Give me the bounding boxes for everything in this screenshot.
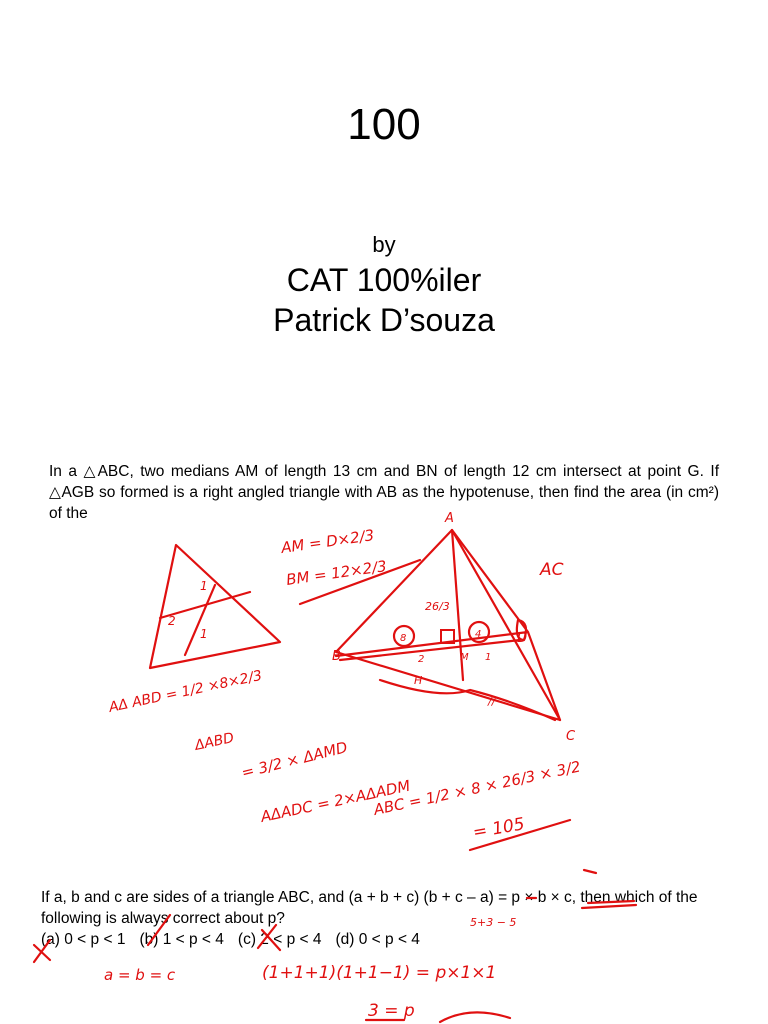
slide-title: 100 [347, 100, 421, 149]
svg-text:8: 8 [400, 633, 407, 644]
by-label: by [372, 232, 396, 257]
svg-text://: // [488, 695, 496, 708]
svg-text:2: 2 [418, 654, 425, 665]
answer-105-note: = 105 [471, 814, 527, 843]
author-line-2: Patrick D’souza [273, 302, 495, 338]
svg-text:M: M [460, 652, 469, 663]
question-2-text: If a, b and c are sides of a triangle ABC, and (a + b + c) (b + c – a) = p × b × c, then which of the following is always correct about p? [41, 889, 698, 927]
svg-text:H: H [414, 674, 423, 687]
area-abd-note: AΔ ABD = 1/2 ×8×2/3 [107, 667, 264, 716]
option-a: (a) 0 < p < 1 [41, 931, 126, 948]
abc-note: ABC = 1/2 × 8 × 26/3 × 3/2 [372, 757, 583, 819]
small-triangle-sketch [150, 545, 280, 668]
sum-note: 5+3 − 5 [470, 916, 517, 929]
ratio-note: = 3/2 × ΔAMD [239, 738, 350, 782]
bm-note: BM = 12×2/3 [285, 557, 388, 589]
author-line-1: CAT 100%iler [286, 262, 482, 298]
ac-note: AC [540, 560, 564, 580]
vertex-d-note: D [517, 631, 528, 646]
svg-text:26/3: 26/3 [425, 600, 450, 613]
svg-text:2: 2 [168, 614, 176, 628]
vertex-b-note: B [332, 649, 341, 664]
abd-note: ΔABD [193, 730, 236, 754]
question-1-text: In a △ABC, two medians AM of length 13 cm and BN of length 12 cm intersect at point G. If △AGB so formed is a right angled triangle with AB as the hypotenuse, then find the area (in cm²) of the [49, 463, 719, 522]
svg-text:1: 1 [200, 627, 208, 641]
option-b: (b) 1 < p < 4 [139, 931, 224, 948]
equal-sides-note: a = b = c [104, 966, 176, 984]
svg-text:1: 1 [200, 579, 208, 593]
option-d: (d) 0 < p < 4 [335, 931, 420, 948]
am-note: AM = D×2/3 [280, 526, 376, 557]
vertex-a-note: A [445, 511, 454, 526]
option-c: (c) 2 < p < 4 [237, 931, 322, 948]
svg-text:4: 4 [475, 629, 482, 640]
p-equals-3-note: 3 = p [368, 1001, 415, 1021]
adc-note: AΔADC = 2×AΔADM [259, 776, 412, 826]
svg-text:1: 1 [485, 652, 492, 663]
substitution-note: (1+1+1)(1+1−1) = p×1×1 [262, 963, 497, 983]
vertex-c-note: C [566, 729, 576, 744]
